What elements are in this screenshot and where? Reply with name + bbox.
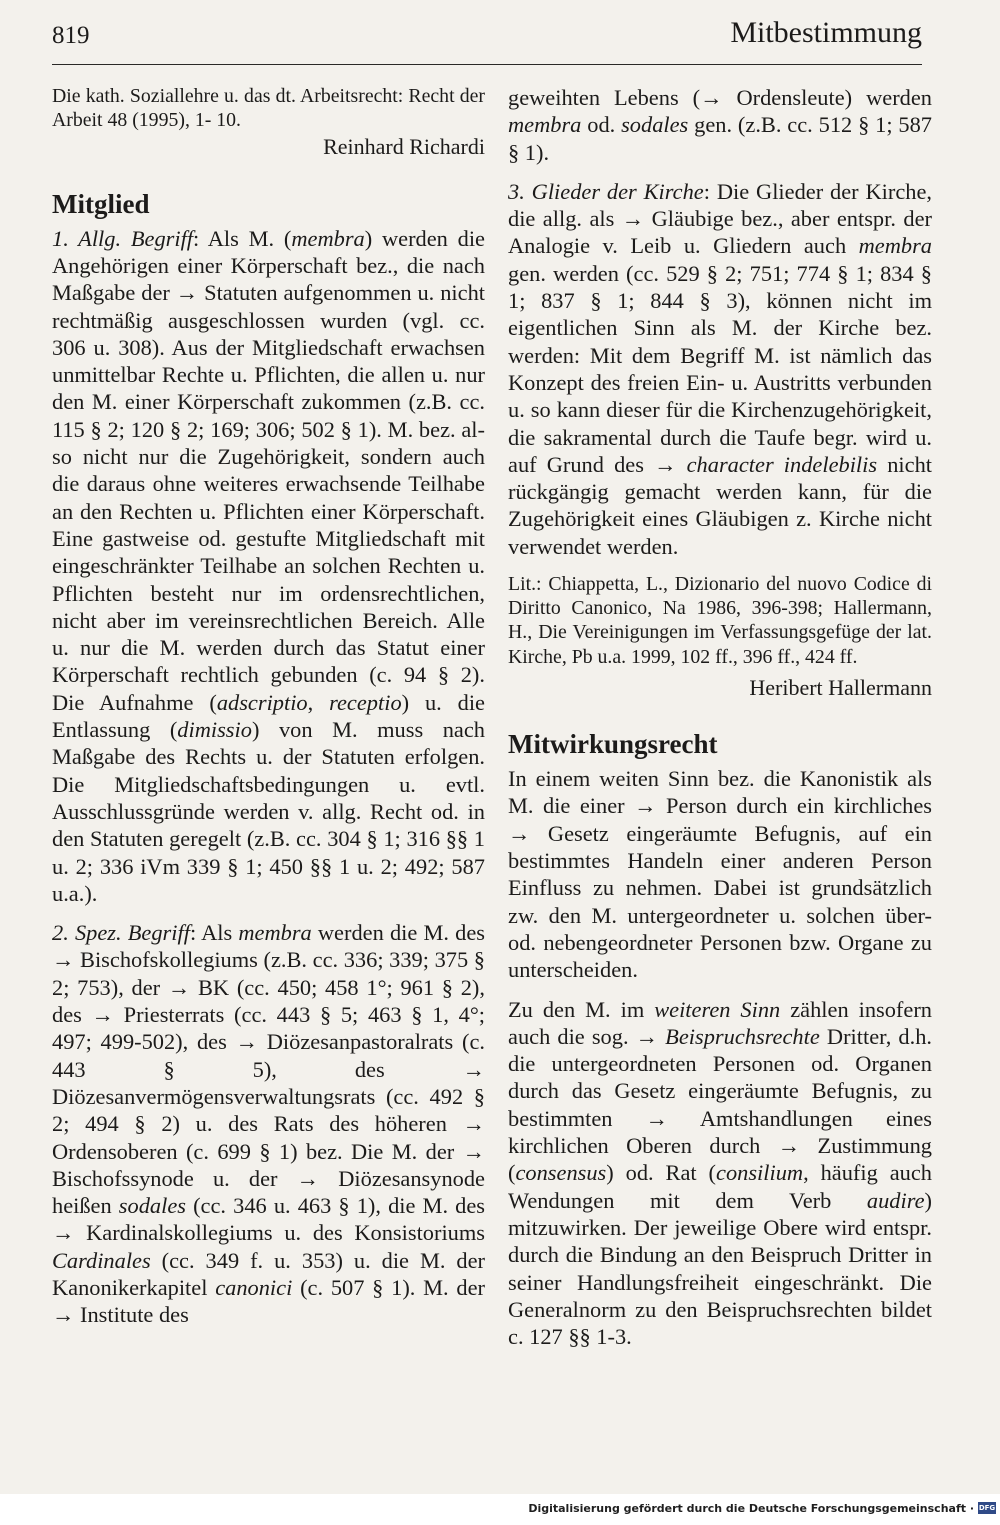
paragraph-special-concept: 2. Spez. Begriff: Als membra werden die M. des → Bischofskollegiums (z.B. cc. 336; 339; 375 § 2; 753), der → BK (cc. 450; 458 1°; 961 § 2), des → Priesterrats (cc. 443 § 5; 463 § 1, 4°; 497; 499-502), des → Diözesanpastoralrats (c. 443 § 5), des → Diözesanvermögensverwaltungsrats (cc. 492 § 2; 494 § 2) u. des Rats des höheren → Ordensoberen (c. 699 § 1) bez. Die M. der → Bischofssynode u. der → Diözesansynode heißen sodales (cc. 346 u. 463 § 1), die M. des → Kardinalskollegiums u. des Konsistoriums Cardinales (cc. 349 f. u. 353) u. die M. der Kanonikerkapitel canonici (c. 507 § 1). M. der → Institute des [52, 920, 485, 1328]
paragraph-wider-sense: Zu den M. im weiteren Sinn zählen insofern auch die sog. → Beispruchsrechte Dritter, d.h. die untergeordneten Personen od. Organen durch das Gesetz eingeräumte Befugnis, zu bestimmten → Amtshandlungen eines kirchlichen Oberen durch → Zustimmung (consensus) od. Rat (consilium, häufig auch Wendungen mit dem Verb audire) mitzuwirken. Der jeweilige Obere wird entspr. durch die Bindung an den Beispruch Dritter in seiner Handlungsfreiheit eingeschränkt. Die Generalnorm zu den Beispruchsrechten bildet c. 127 §§ 1-3. [508, 996, 932, 1350]
section-label: 2. Spez. Begriff [52, 920, 190, 946]
paragraph-broad-sense: In einem weiten Sinn bez. die Kanonistik als M. die einer → Person durch ein kirchliches → Gesetz eingeräumte Befugnis, auf ein bestimmtes Handeln einer anderen Person Einfluss zu nehmen. Dabei ist grundsätzlich zw. den M. untergeordneter u. solchen über- od. nebengeordneter Personen bzw. Organe zu unterscheiden. [508, 766, 932, 983]
entry-author: Heribert Hallermann [749, 674, 932, 700]
section-label: 3. Glieder der Kirche [508, 178, 704, 204]
left-column [52, 84, 485, 1329]
paragraph-general-concept: 1. Allg. Begriff: Als M. (membra) werden die Angehörigen einer Körperschaft bez., die nach Maßgabe der → Statuten aufgenommen u. nicht rechtmäßig ausgeschlossen wurden (vgl. cc. 306 u. 308). Aus der Mitgliedschaft erwachsen unmittelbar Rechte u. Pflichten, die allen u. nur den M. einer Körperschaft zukommen (z.B. cc. 115 § 2; 120 § 2; 169; 306; 502 § 1). M. bez. also nicht nur die Zugehörigkeit, sondern auch die daraus ohne weiteres erwachsende Teilhabe an den Rechten u. Pflichten einer Körperschaft. Eine gastweise od. gestufte Mitgliedschaft mit eingeschränkter Teilhabe an solchen Rechten u. Pflichten besteht nur im ordensrechtlichen, nicht aber im vereinsrechtlichen Bereich. Alle u. nur die M. werden durch das Statut einer Körperschaft rechtlich gebunden (c. 94 § 2). Die Aufnahme (adscriptio, receptio) u. die Entlassung (dimissio) von M. muss nach Maßgabe des Rechts u. der Statuten erfolgen. Die Mitgliedschaftsbedingungen u. evtl. Ausschlussgründe werden v. allg. Recht od. in den Statuten geregelt (z.B. cc. 304 § 1; 316 §§ 1 u. 2; 336 iVm 339 § 1; 450 §§ 1 u. 2; 492; 587 u.a.). [52, 225, 485, 906]
dfg-logo: DFG [978, 1504, 996, 1512]
funding-note: Digitalisierung gefördert durch die Deutsche Forschungsgemeinschaft · [528, 1502, 974, 1515]
right-column [508, 84, 932, 1350]
literature-references: Lit.: Chiappetta, L., Dizionario del nuovo Codice di Diritto Canonico, Na 1986, 396-398; Hallermann, H., Die Vereinigungen im Verfassungsgefüge der lat. Kirche, Pb u.a. 1999, 102 ff., 396 ff., 424 ff. [508, 573, 932, 668]
paragraph-members-of-church: 3. Glieder der Kirche: Die Glieder der Kirche, die allg. als → Gläubige bez., aber entspr. der Analogie v. Leib u. Gliedern auch membra gen. werden (cc. 529 § 2; 751; 774 § 1; 834 § 1; 837 § 1; 844 § 3), können nicht im eigentlichen Sinn als M. der Kirche bez. werden: Mit dem Begriff M. ist nämlich das Konzept des freien Ein- u. Austritts verbunden u. so kann dieser für die Kirchenzugehörigkeit, die sakramental durch die Taufe begr. wird u. auf Grund des → character indelebilis nicht rückgängig gemacht werden kann, für die Zugehörigkeit eines Gläubigen z. Kirche nicht verwendet werden. [508, 178, 932, 559]
entry-title-mitwirkungsrecht: Mitwirkungsrecht [508, 729, 718, 760]
digitization-footer [0, 1494, 1000, 1525]
entry-title-mitglied: Mitglied [52, 188, 150, 219]
paragraph-special-concept-continued: geweihten Lebens (→ Ordensleute) werden membra od. sodales gen. (z.B. cc. 512 § 1; 587 § 1). [508, 85, 932, 165]
previous-entry-tail: Die kath. Soziallehre u. das dt. Arbeitsrecht: Recht der Arbeit 48 (1995), 1- 10. [52, 85, 485, 132]
page-header [52, 14, 922, 65]
page-number: 819 [52, 22, 90, 49]
previous-entry-author: Reinhard Richardi [323, 134, 485, 160]
running-head: Mitbestimmung [730, 16, 922, 49]
section-label: 1. Allg. Begriff [52, 225, 194, 251]
